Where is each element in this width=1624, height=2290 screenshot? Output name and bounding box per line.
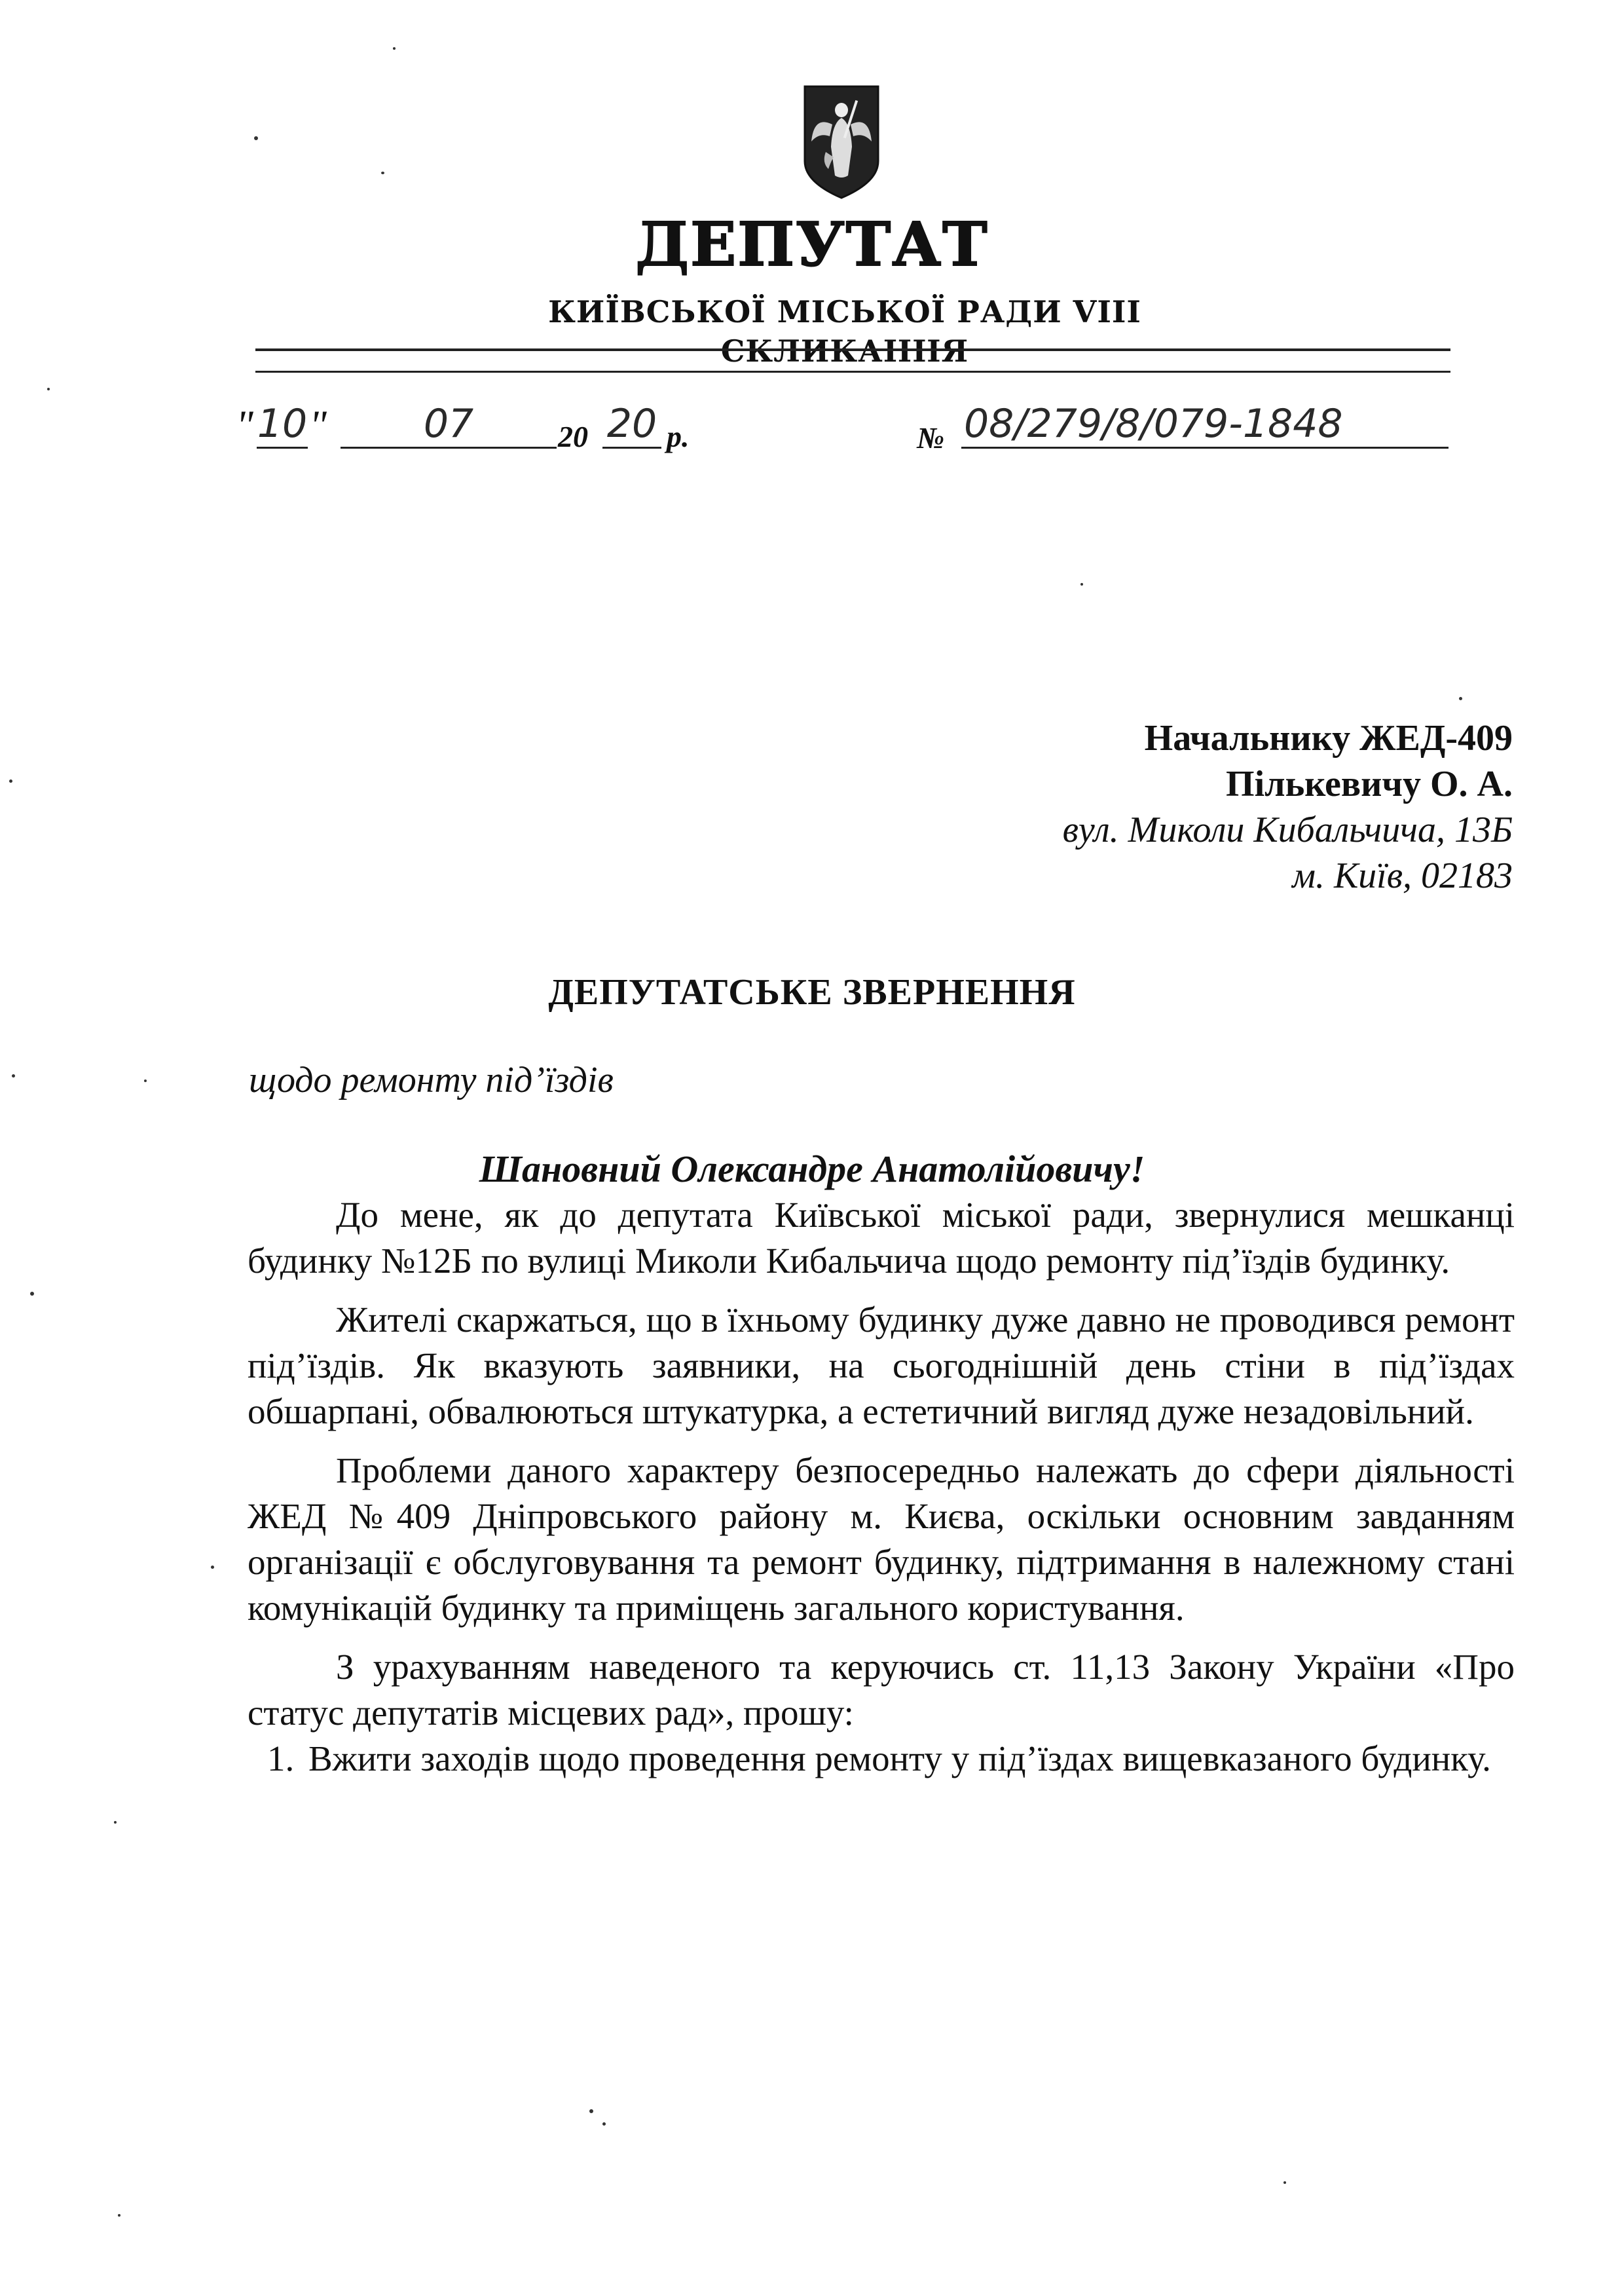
date-day-field: 10 (257, 401, 308, 449)
request-list (248, 1736, 1515, 1782)
addressee-position: Начальнику ЖЕД-409 (1144, 718, 1513, 759)
body-paragraph: Проблеми даного характеру безпосередньо належать до сфери діяльності ЖЕД №409 Дніпровського району м. Києва, оскільки основним завданням організації є обслуговування та ремонт будинку, підтримання в належному стані комунікацій будинку та приміщень загального користування. (248, 1450, 1515, 1628)
number-sign: № (917, 421, 945, 455)
letterhead-title: ДЕПУТАТ (635, 209, 989, 280)
body-paragraph: З урахуванням наведеного та керуючись ст. 11,13 Закону України «Про статус депутатів місцевих рад», прошу: (248, 1647, 1515, 1733)
letterhead-divider (255, 348, 1450, 351)
date-year-abbr: р. (667, 420, 690, 453)
date-quote-open: " (236, 402, 253, 448)
document-subject: щодо ремонту під’їздів (249, 1060, 614, 1100)
salutation: Шановний Олександре Анатолійовичу! (479, 1148, 1145, 1190)
kyiv-coat-of-arms-icon (802, 84, 881, 200)
body-paragraph: До мене, як до депутата Київської міської ради, звернулися мешканці будинку №12Б по вулиці Миколи Кибальчича щодо ремонту під’їздів будинку. (248, 1195, 1515, 1281)
registration-number-field: 08/279/8/079-1848 (961, 401, 1449, 449)
date-quote-close: " (309, 402, 327, 448)
date-year-field: 20 (602, 401, 661, 449)
date-month-field: 07 (341, 401, 557, 449)
request-item: 1. Вжити заходів щодо проведення ремонту у під’їздах вищевказаного будинку. (303, 1736, 1515, 1782)
body-paragraph: Жителі скаржаться, що в їхньому будинку дуже давно не проводився ремонт під’їздів. Як вказують заявники, на сьогоднішній день стіни в під’їздах обшарпані, обвалюються штукатурка, а естетичний вигляд дуже незадовільний. (248, 1300, 1515, 1431)
letterhead-subtitle: КИЇВСЬКОЇ МІСЬКОЇ РАДИ VIII СКЛИКАННЯ (548, 294, 1141, 369)
letterhead-divider-secondary (255, 371, 1450, 373)
date-year-prefix: 20 (558, 420, 588, 453)
addressee-street: вул. Миколи Кибальчича, 13Б (1062, 810, 1513, 850)
addressee-name: Пількевичу О. А. (1226, 764, 1513, 804)
addressee-city: м. Київ, 02183 (1292, 855, 1513, 896)
document-body (248, 1192, 1515, 1782)
document-heading: ДЕПУТАТСЬКЕ ЗВЕРНЕННЯ (548, 972, 1076, 1013)
